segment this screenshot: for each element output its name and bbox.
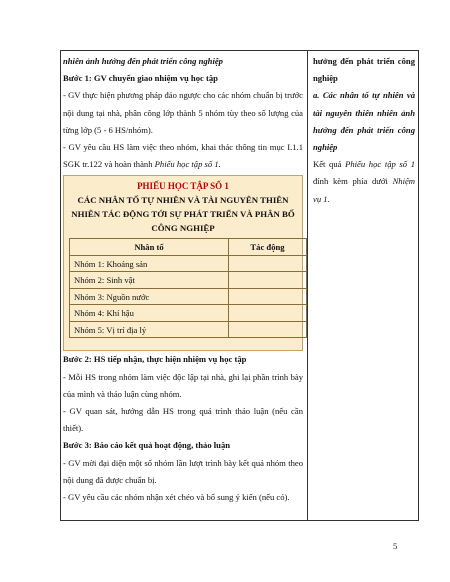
- step1-title: Bước 1: GV chuyển giao nhiệm vụ học tập: [63, 73, 218, 84]
- step3-title: Bước 3: Báo cáo kết quả hoạt động, thảo luận: [63, 440, 231, 451]
- worksheet-box: [63, 175, 303, 351]
- table-row: [70, 305, 307, 322]
- column-divider: [307, 50, 308, 521]
- right-subheading: a. Các nhân tố tự nhiên và tài nguyên thiên nhiên ảnh hưởng đến phát triển công nghiệp: [313, 90, 415, 153]
- step2-paragraph-1: - Mỗi HS trong nhóm làm việc độc lập tại nhà, ghi lại phần trình bày của mình và thảo luận cùng nhóm.: [63, 371, 303, 399]
- worksheet-table-header: [70, 239, 307, 256]
- step1-paragraph-2: [63, 139, 303, 173]
- page-number: 5: [393, 541, 398, 551]
- table-row: [70, 272, 307, 289]
- factor-cell: Nhóm 2: Sinh vật: [70, 272, 229, 289]
- effect-cell: [229, 305, 307, 322]
- effect-cell: [229, 288, 307, 305]
- result-worksheet-ref: Phiếu học tập số 1: [345, 159, 415, 170]
- table-row: [70, 255, 307, 272]
- table-row: [70, 288, 307, 305]
- right-column: [313, 53, 415, 208]
- factor-cell: Nhóm 1: Khoáng sản: [70, 255, 229, 272]
- result-task-ref: Nhiệm vụ 1.: [313, 176, 415, 204]
- right-heading-cont: hưởng đến phát triển công nghiệp: [313, 56, 415, 84]
- effect-cell: [229, 321, 307, 338]
- left-column: [63, 53, 303, 506]
- column-header-effect: Tác động: [229, 239, 307, 256]
- step1-paragraph-1: - GV thực hiện phương pháp đảo ngược cho các nhóm chuẩn bị trước nội dung tại nhà, phân công lớp thành 5 nhóm tùy theo số lượng của từng lớp (5 - 6 HS/nhóm).: [63, 90, 303, 135]
- worksheet-heading: CÁC NHÂN TỐ TỰ NHIÊN VÀ TÀI NGUYÊN THIÊN NHIÊN TÁC ĐỘNG TỚI SỰ PHÁT TRIỂN VÀ PHÂN BỐ CÔNG NGHIỆP: [71, 195, 295, 234]
- result-note: [313, 156, 415, 208]
- step3-paragraph-1: - GV mời đại diện một số nhóm lần lượt trình bày kết quả nhóm theo nội dung đã được chuẩn bị.: [63, 457, 303, 485]
- step3-paragraph-2: - GV yêu cầu các nhóm nhận xét chéo và bổ sung ý kiến (nếu có).: [63, 492, 290, 503]
- effect-cell: [229, 272, 307, 289]
- step2-title: Bước 2: HS tiếp nhận, thực hiện nhiệm vụ học tập: [63, 354, 247, 365]
- column-header-factor: Nhân tố: [70, 239, 229, 256]
- result-note-mid: đính kèm phía dưới: [313, 176, 393, 187]
- table-row: [70, 321, 307, 338]
- step2-paragraph-2: - GV quan sát, hướng dẫn HS trong quá trình thảo luận (nếu cần thiết).: [63, 406, 303, 434]
- step1-paragraph-2-text: - GV yêu cầu HS làm việc theo nhóm, khai thác thông tin mục I.1.1 SGK tr.122 và hoàn thành: [63, 142, 303, 170]
- factor-cell: Nhóm 5: Vị trí địa lý: [70, 321, 229, 338]
- factor-cell: Nhóm 4: Khí hậu: [70, 305, 229, 322]
- worksheet-reference: Phiếu học tập số 1.: [154, 159, 221, 170]
- section-heading-cont: nhiên ảnh hưởng đến phát triển công nghiệp: [63, 56, 223, 66]
- worksheet-table: [69, 238, 307, 338]
- factor-cell: Nhóm 3: Nguồn nước: [70, 288, 229, 305]
- result-note-prefix: Kết quả: [313, 159, 346, 170]
- worksheet-title: PHIẾU HỌC TẬP SỐ 1: [137, 181, 229, 192]
- effect-cell: [229, 255, 307, 272]
